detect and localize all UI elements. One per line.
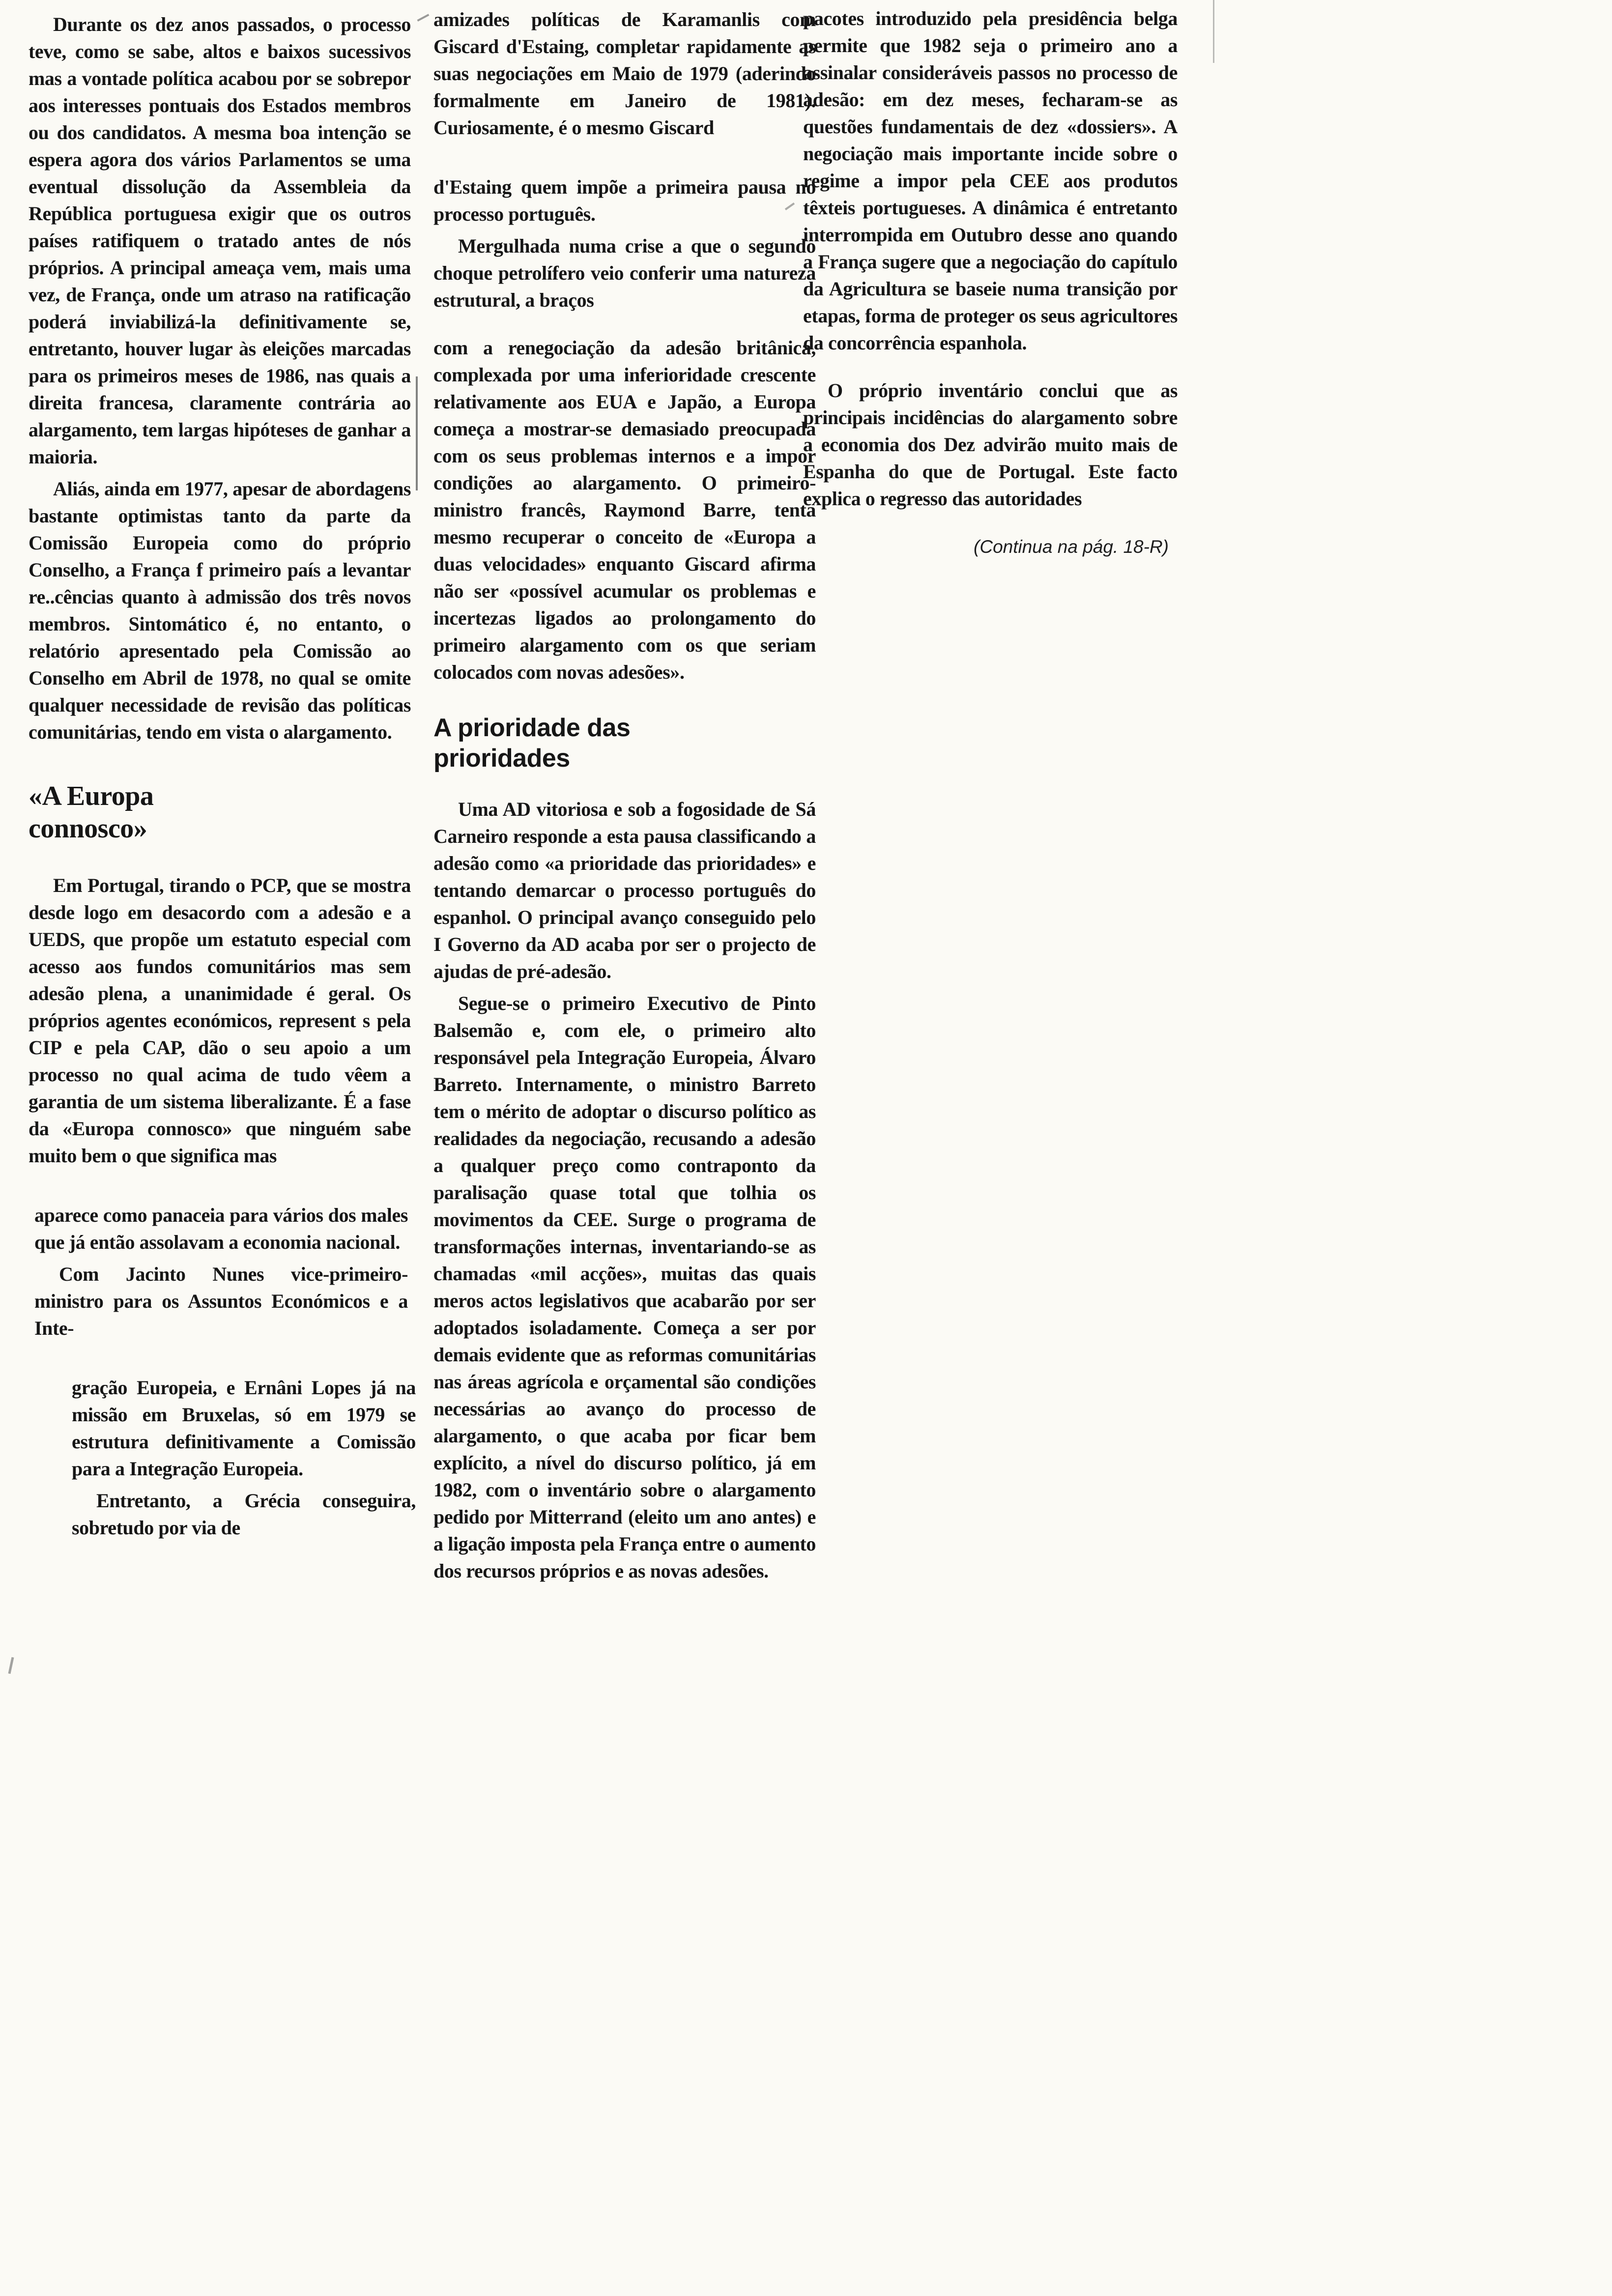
article-paragraph: Aliás, ainda em 1977, apesar de abordagens bastante optimistas tanto da parte da Comissão Europeia como do próprio Conselho, a França f primeiro país a levantar re..cências quanto à admissão dos três novos membros. Sintomático é, no entanto, o relatório apresentado pela Comissão ao Conselho em Abril de 1978, no qual se omite qualquer necessidade de revisão das políticas comunitárias, tendo em vista o alargamento.	[29, 478, 411, 743]
article-paragraph: Entretanto, a Grécia conseguira, sobretudo por via de	[72, 1490, 416, 1539]
scan-artifact-edge-line	[1213, 0, 1214, 63]
scan-artifact-bracket-line	[416, 376, 418, 490]
article-fragment-block	[72, 1374, 416, 1541]
article-paragraph: com a renegociação da adesão britânica, complexada por uma inferioridade crescente relativamente aos EUA e Japão, a Europa começa a mostrar-se demasiado preocupada com os seus problemas internos e a impor condições ao alargamento. O primeiro-ministro francês, Raymond Barre, tenta mesmo recuperar o conceito de «Europa a duas velocidades» enquanto Giscard afirma não ser «possível acumular os problemas e incertezas ligados ao prolongamento do primeiro alargamento com os que seriam colocados com novas adesões».	[433, 337, 816, 683]
article-column-3	[803, 0, 1178, 576]
article-column-2	[433, 0, 816, 1589]
article-paragraph: pacotes introduzido pela presidência belga permite que 1982 seja o primeiro ano a assinalar consideráveis passos no processo de adesão: em dez meses, fecharam-se as questões fundamentais de dez «dossiers». A negociação mais importante incide sobre o regime a impor pela CEE aos produtos têxteis portugueses. A dinâmica é entretanto interrompida em Outubro desse ano quando a França sugere que a negociação do capítulo da Agricultura se baseie numa transição por etapas, forma de proteger os seus agricultores da concorrência espanhola.	[803, 7, 1178, 354]
section-heading-prioridade: A prioridade das prioridades	[433, 714, 631, 773]
scan-artifact-margin-mark	[8, 1657, 14, 1674]
article-fragment-block	[34, 1202, 408, 1342]
article-paragraph: aparece como panaceia para vários dos males que já então assolavam a economia nacional.	[34, 1204, 408, 1253]
continuation-note: (Continua na pág. 18-R)	[974, 537, 1169, 557]
article-paragraph: d'Estaing quem impõe a primeira pausa no processo português.	[433, 176, 816, 225]
article-paragraph: Uma AD vitoriosa e sob a fogosidade de Sá Carneiro responde a esta pausa classificando a adesão como «a prioridade das prioridades» e tentando demarcar o processo português do espanhol. O principal avanço conseguido pelo I Governo da AD acaba por ser o projecto de ajudas de pré-adesão.	[433, 798, 816, 982]
article-paragraph: amizades políticas de Karamanlis com Giscard d'Estaing, completar rapidamente as suas negociações em Maio de 1979 (aderindo formalmente em Janeiro de 1981). Curiosamente, é o mesmo Giscard	[433, 8, 816, 139]
article-column-1	[29, 0, 416, 1546]
section-heading-europa-connosco: «A Europa connosco»	[29, 781, 154, 844]
article-paragraph: Mergulhada numa crise a que o segundo choque petrolífero veio conferir uma natureza estrutural, a braços	[433, 235, 816, 311]
article-paragraph: O próprio inventário conclui que as principais incidências do alargamento sobre a economia dos Dez advirão muito mais de Espanha do que de Portugal. Este facto explica o regresso das autoridades	[803, 379, 1178, 510]
article-paragraph: gração Europeia, e Ernâni Lopes já na missão em Bruxelas, só em 1979 se estrutura definitivamente a Comissão para a Integração Europeia.	[72, 1377, 416, 1480]
article-paragraph: Em Portugal, tirando o PCP, que se mostra desde logo em desacordo com a adesão e a UEDS, que propõe um estatuto especial com acesso aos fundos comunitários mas sem adesão plena, a unanimidade é geral. Os próprios agentes económicos, represent s pela CIP e pela CAP, dão o seu apoio a um processo no qual acima de tudo vêem a garantia de um sistema liberalizante. É a fase da «Europa connosco» que ninguém sabe muito bem o que significa mas	[29, 874, 411, 1167]
article-paragraph: Segue-se o primeiro Executivo de Pinto Balsemão e, com ele, o primeiro alto responsável pela Integração Europeia, Álvaro Barreto. Internamente, o ministro Barreto tem o mérito de adoptar o discurso político as realidades da negociação, recusando a adesão a qualquer preço como contraponto da paralisação quase total que tolhia os movimentos da CEE. Surge o programa de transformações internas, inventariando-se as chamadas «mil acções», muitas das quais meros actos legislativos que acabarão por ser adoptados isoladamente. Começa a ser por demais evidente que as reformas comunitárias nas áreas agrícola e orçamental são condições necessárias ao avanço do processo de alargamento, o que acaba por ficar bem explícito, a nível do discurso político, já em 1982, com o inventário sobre o alargamento pedido por Mitterrand (eleito um ano antes) e a ligação imposta pela França entre o aumento dos recursos próprios e as novas adesões.	[433, 992, 816, 1582]
article-paragraph: Com Jacinto Nunes vice-primeiro-ministro para os Assuntos Económicos e a Inte-	[34, 1263, 408, 1339]
article-paragraph: Durante os dez anos passados, o processo teve, como se sabe, altos e baixos sucessivos mas a vontade política acabou por se sobrepor aos interesses pontuais dos Estados membros ou dos candidatos. A mesma boa intenção se espera agora dos vários Parlamentos se uma eventual dissolução da Assembleia da República portuguesa exigir que os outros países ratifiquem o tratado antes de nós próprios. A principal ameaça vem, mais uma vez, de França, onde um atraso na ratificação poderá inviabilizá-la definitivamente se, entretanto, houver lugar às eleições marcadas para os primeiros meses de 1986, nas quais a direita francesa, claramente contrária ao alargamento, tem largas hipóteses de ganhar a maioria.	[29, 13, 411, 468]
scan-artifact-tick	[417, 14, 430, 22]
